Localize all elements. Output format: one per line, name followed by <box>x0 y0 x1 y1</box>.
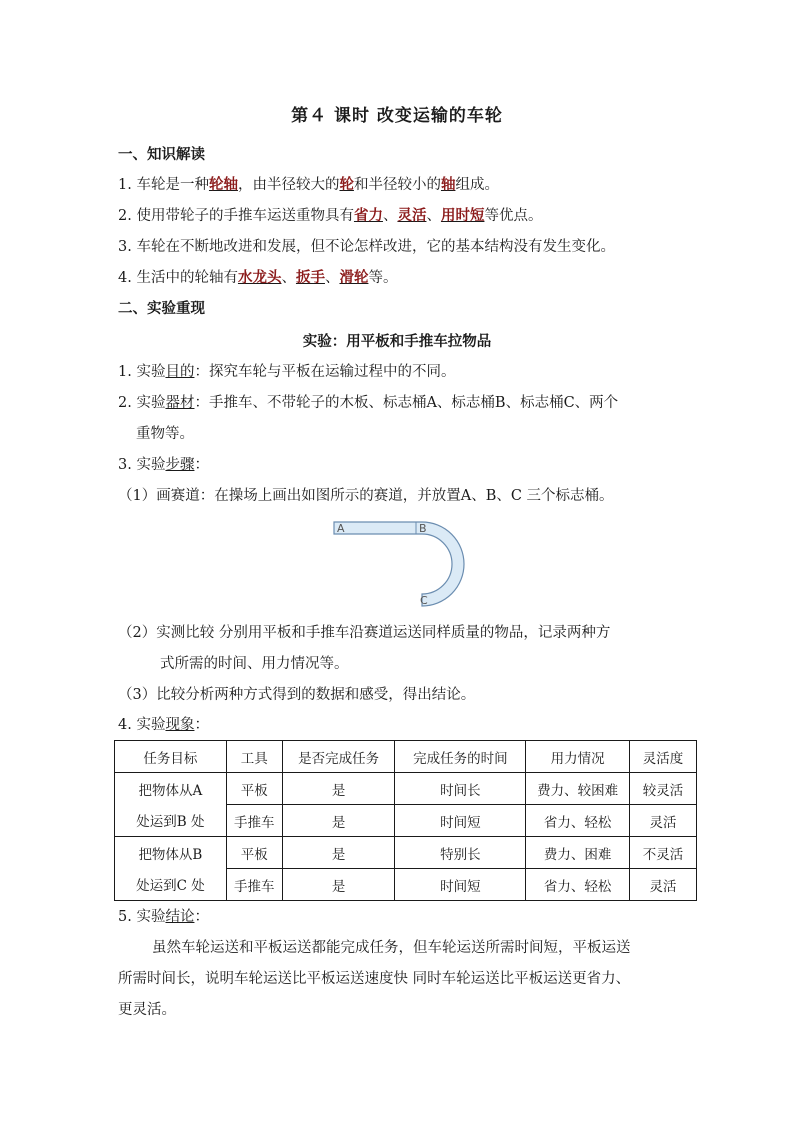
table-header-row <box>115 741 697 773</box>
answer: 轮 <box>339 176 354 193</box>
table-cell: 时间短 <box>395 805 526 837</box>
text: 和半径较小的 <box>353 177 441 193</box>
table-cell: 平板 <box>226 773 282 805</box>
table-cell: 是 <box>282 805 395 837</box>
text: 1. 车轮是一种 <box>118 177 209 193</box>
text: ：手推车、不带轮子的木板、标志桶A、标志桶B、标志桶C、两个 <box>194 395 619 411</box>
table-cell: 较灵活 <box>630 773 697 805</box>
text: 1. 实验 <box>118 364 166 380</box>
section-heading-experiment: 二、实验重现 <box>118 300 205 317</box>
table-cell: 费力、困难 <box>526 837 630 869</box>
table-cell: 不灵活 <box>630 837 697 869</box>
table-cell: 时间短 <box>395 869 526 901</box>
header-cell: 是否完成任务 <box>282 741 395 773</box>
table-cell: 是 <box>282 869 395 901</box>
conclusion-text-1: 虽然车轮运送和平板运送都能完成任务，但车轮运送所需时间短，平板运送 <box>152 940 631 956</box>
knowledge-item-3: 3. 车轮在不断地改进和发展，但不论怎样改进，它的基本结构没有发生变化。 <box>118 239 615 255</box>
keyword: 现象 <box>165 717 195 733</box>
experiment-steps <box>118 455 209 475</box>
text: 组成。 <box>455 177 499 193</box>
experiment-phenomena <box>118 715 209 735</box>
conclusion-text-3: 更灵活。 <box>118 1002 176 1018</box>
table-row <box>115 773 697 805</box>
text: 4. 实验 <box>118 717 166 733</box>
table-cell: 时间长 <box>395 773 526 805</box>
race-track-diagram <box>330 518 470 610</box>
table-cell: 省力、轻松 <box>526 869 630 901</box>
step-2: （2）实测比较 分别用平板和手推车沿赛道运送同样质量的物品，记录两种方 <box>118 625 611 641</box>
text: ： <box>194 457 209 473</box>
answer: 滑轮 <box>339 269 369 286</box>
table-cell: 灵活 <box>630 869 697 901</box>
table-cell: 灵活 <box>630 805 697 837</box>
text: 2. 使用带轮子的手推车运送重物具有 <box>118 208 354 224</box>
experiment-title: 实验：用平板和手推车拉物品 <box>302 333 492 350</box>
header-cell: 完成任务的时间 <box>395 741 526 773</box>
table-cell: 是 <box>282 837 395 869</box>
task-cell: 处运到B 处 <box>115 805 227 837</box>
text: 、 <box>426 208 441 224</box>
conclusion-text-2: 所需时间长，说明车轮运送比平板运送速度快 同时车轮运送比平板运送更省力、 <box>118 971 631 987</box>
text: 、 <box>382 208 398 224</box>
header-cell: 工具 <box>226 741 282 773</box>
step-1: （1）画赛道：在操场上画出如图所示的赛道，并放置A、B、C 三个标志桶。 <box>118 488 614 504</box>
table-cell: 省力、轻松 <box>526 805 630 837</box>
race-track-shape <box>334 522 464 606</box>
table-row <box>115 869 697 901</box>
text: 、 <box>324 270 340 286</box>
table-cell: 手推车 <box>226 805 282 837</box>
text: 、 <box>281 270 296 286</box>
track-label-a: A <box>337 522 345 535</box>
table-cell: 特别长 <box>395 837 526 869</box>
keyword: 目的 <box>165 364 195 380</box>
table-cell: 平板 <box>226 837 282 869</box>
answer: 水龙头 <box>237 269 282 286</box>
text: ，由半径较大的 <box>237 177 340 193</box>
task-cell: 把物体从A <box>115 773 227 805</box>
experiment-equipment <box>118 393 618 413</box>
answer: 轴 <box>440 176 456 193</box>
phenomena-table <box>114 740 697 901</box>
knowledge-item-2 <box>118 206 542 226</box>
text: 5. 实验 <box>118 909 166 925</box>
keyword: 器材 <box>165 395 195 411</box>
keyword: 步骤 <box>165 457 195 473</box>
answer: 省力 <box>353 207 383 224</box>
knowledge-item-1 <box>118 175 499 195</box>
table-row <box>115 805 697 837</box>
answer: 用时短 <box>440 207 485 224</box>
table-row <box>115 837 697 869</box>
table-cell: 是 <box>282 773 395 805</box>
text: ： <box>194 717 209 733</box>
step-2-cont: 式所需的时间、用力情况等。 <box>160 656 349 672</box>
table-cell: 费力、较困难 <box>526 773 630 805</box>
section-heading-knowledge: 一、知识解读 <box>118 146 205 163</box>
answer: 扳手 <box>295 269 325 286</box>
text: 2. 实验 <box>118 395 166 411</box>
text: 等。 <box>368 270 398 286</box>
header-cell: 用力情况 <box>526 741 630 773</box>
text: 4. 生活中的轮轴有 <box>118 270 238 286</box>
track-label-b: B <box>419 522 427 535</box>
knowledge-item-4 <box>118 268 397 288</box>
keyword: 结论 <box>165 909 195 925</box>
header-cell: 任务目标 <box>115 741 227 773</box>
text: ： <box>194 909 209 925</box>
task-cell: 处运到C 处 <box>115 869 227 901</box>
experiment-aim <box>118 362 455 382</box>
page-title: 第４ 课时 改变运输的车轮 <box>291 106 503 126</box>
header-cell: 灵活度 <box>630 741 697 773</box>
text: 等优点。 <box>484 208 543 224</box>
table-cell: 手推车 <box>226 869 282 901</box>
answer: 灵活 <box>397 207 427 224</box>
experiment-conclusion <box>118 907 209 927</box>
experiment-equipment-cont: 重物等。 <box>136 426 194 442</box>
task-cell: 把物体从B <box>115 837 227 869</box>
step-3: （3）比较分析两种方式得到的数据和感受，得出结论。 <box>118 687 476 703</box>
answer: 轮轴 <box>208 176 238 193</box>
text: 3. 实验 <box>118 457 166 473</box>
text: ：探究车轮与平板在运输过程中的不同。 <box>194 364 456 380</box>
track-label-c: C <box>420 594 428 607</box>
